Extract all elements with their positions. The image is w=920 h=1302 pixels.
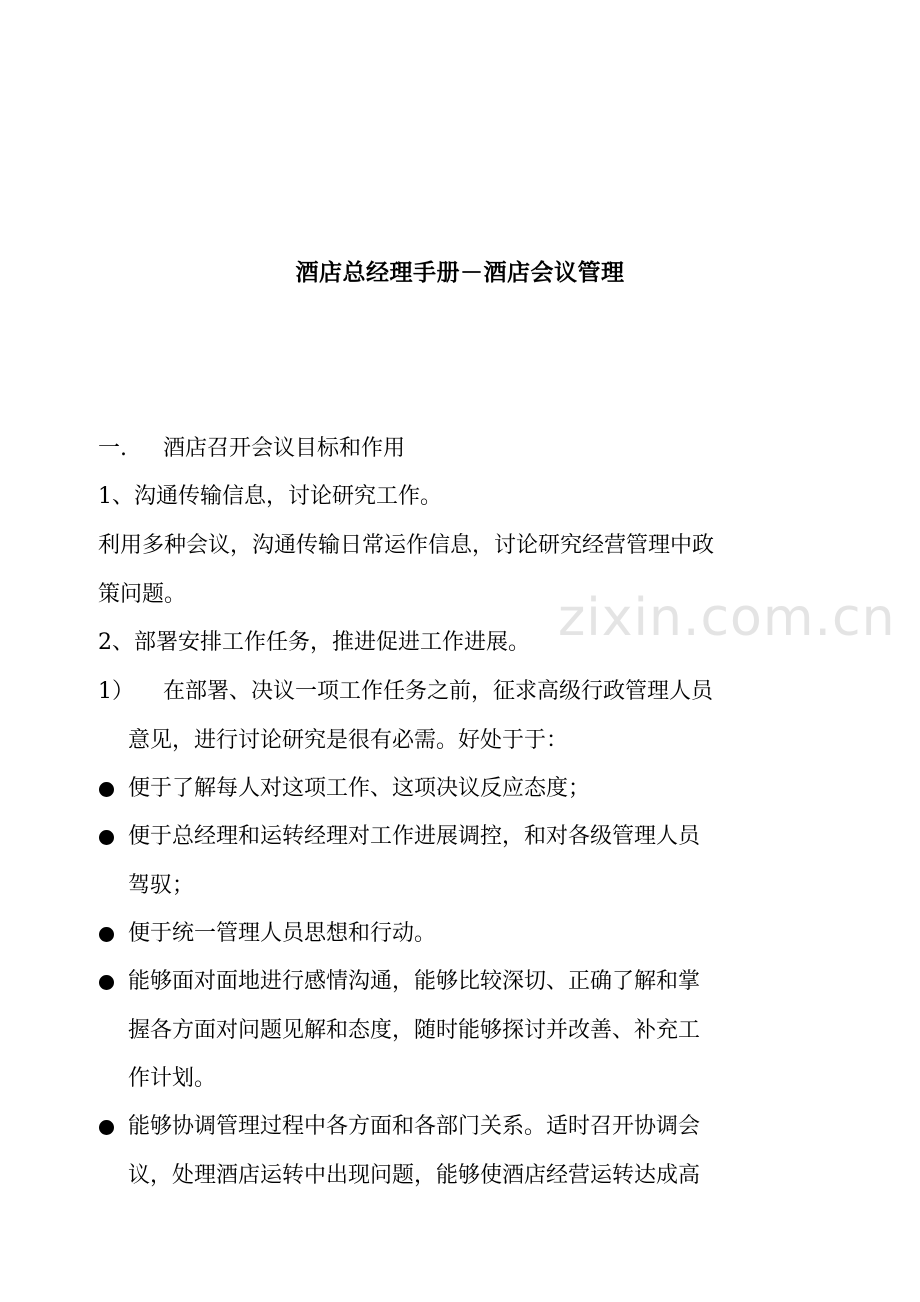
paragraph-line: 意见，进行讨论研究是很有必需。好处于于： bbox=[128, 728, 569, 753]
paragraph-line: 策问题。 bbox=[98, 582, 187, 607]
bullet-item-continuation: 握各方面对问题见解和态度，随时能够探讨并改善、补充工 bbox=[128, 1018, 701, 1043]
numbered-item bbox=[98, 677, 713, 707]
item-text: 在部署、决议一项工作任务之前，征求高级行政管理人员 bbox=[163, 679, 714, 704]
bullet-item: 能够协调管理过程中各方面和各部门关系。适时召开协调会 bbox=[128, 1114, 701, 1139]
bullet-icon bbox=[99, 927, 114, 942]
bullet-item: 便于了解每人对这项工作、这项决议反应态度； bbox=[128, 776, 591, 801]
bullet-item: 便于总经理和运转经理对工作进展调控，和对各级管理人员 bbox=[128, 824, 701, 849]
paragraph-line: 2、部署安排工作任务，推进促进工作进展。 bbox=[98, 630, 530, 655]
item-number: 1） bbox=[98, 679, 134, 704]
section-heading-text: 酒店召开会议目标和作用 bbox=[163, 436, 406, 461]
bullet-item: 便于统一管理人员思想和行动。 bbox=[128, 921, 437, 946]
bullet-icon bbox=[99, 830, 114, 845]
section-heading bbox=[98, 434, 405, 464]
bullet-item-continuation: 议，处理酒店运转中出现问题，能够使酒店经营运转达成高 bbox=[128, 1163, 701, 1188]
document-title: 酒店总经理手册－酒店会议管理 bbox=[295, 260, 625, 286]
section-number: 一. bbox=[98, 436, 127, 461]
paragraph-line: 利用多种会议，沟通传输日常运作信息，讨论研究经营管理中政 bbox=[98, 533, 715, 558]
bullet-icon bbox=[99, 1120, 114, 1135]
bullet-icon bbox=[99, 975, 114, 990]
paragraph-line: 1、沟通传输信息，讨论研究工作。 bbox=[98, 484, 442, 509]
watermark: zixin.com.cn bbox=[558, 588, 896, 648]
bullet-item-continuation: 驾驭； bbox=[128, 873, 195, 898]
bullet-item-continuation: 作计划。 bbox=[128, 1066, 217, 1091]
bullet-item: 能够面对面地进行感情沟通，能够比较深切、正确了解和掌 bbox=[128, 969, 701, 994]
bullet-icon bbox=[99, 782, 114, 797]
